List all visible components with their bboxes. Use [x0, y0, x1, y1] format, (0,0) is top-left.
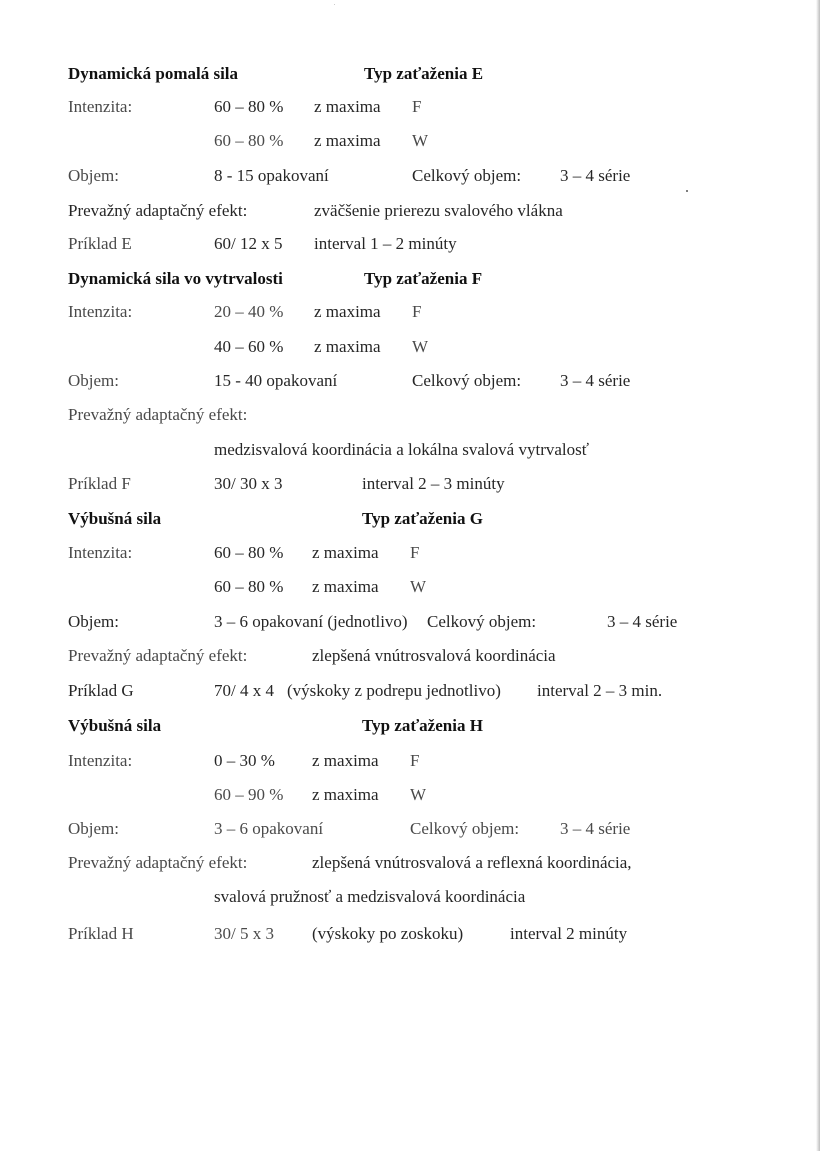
effect-text: zväčšenie prierezu svalového vlákna — [314, 201, 563, 220]
example-value: 30/ 30 x 3 — [214, 474, 283, 493]
interval-text: interval 1 – 2 minúty — [314, 234, 457, 253]
section-heading: Výbušná sila — [68, 716, 162, 735]
intensity-range: 60 – 80 % — [214, 577, 284, 596]
intensity-label: Intenzita: — [68, 751, 133, 770]
example-note: (výskoky po zoskoku) — [312, 924, 464, 943]
intensity-unit: z maxima — [314, 131, 381, 150]
example-value: 30/ 5 x 3 — [214, 924, 274, 943]
volume-label: Objem: — [68, 166, 119, 185]
effect-text: zlepšená vnútrosvalová a reflexná koordinácia, — [312, 853, 632, 872]
intensity-label: Intenzita: — [68, 302, 133, 321]
intensity-range: 0 – 30 % — [214, 751, 275, 770]
example-label: Príklad H — [68, 924, 134, 943]
section-heading: Výbušná sila — [68, 509, 162, 528]
interval-text: interval 2 – 3 min. — [537, 681, 663, 700]
intensity-symbol: F — [412, 302, 422, 321]
intensity-unit: z maxima — [314, 302, 381, 321]
intensity-range: 60 – 80 % — [214, 131, 284, 150]
total-volume-label: Celkový objem: — [412, 371, 522, 390]
intensity-unit: z maxima — [312, 543, 379, 562]
intensity-unit: z maxima — [314, 97, 381, 116]
scan-speck — [334, 4, 335, 5]
intensity-range: 40 – 60 % — [214, 337, 284, 356]
volume-value: 8 - 15 opakovaní — [214, 166, 329, 185]
total-volume-label: Celkový objem: — [410, 819, 520, 838]
effect-text: svalová pružnosť a medzisvalová koordinácia — [214, 887, 526, 906]
intensity-label: Intenzita: — [68, 543, 133, 562]
load-type-title: Typ zaťaženia G — [362, 509, 483, 528]
example-label: Príklad F — [68, 474, 131, 493]
intensity-unit: z maxima — [312, 785, 379, 804]
total-volume-label: Celkový objem: — [412, 166, 522, 185]
intensity-range: 60 – 90 % — [214, 785, 284, 804]
effect-label: Prevažný adaptačný efekt: — [68, 201, 248, 220]
load-type-title: Typ zaťaženia F — [364, 269, 483, 288]
example-label: Príklad E — [68, 234, 132, 253]
effect-text: zlepšená vnútrosvalová koordinácia — [312, 646, 556, 665]
intensity-unit: z maxima — [314, 337, 381, 356]
total-volume-label: Celkový objem: — [427, 612, 537, 631]
section-heading: Dynamická pomalá sila — [68, 64, 239, 83]
intensity-unit: z maxima — [312, 751, 379, 770]
volume-value: 15 - 40 opakovaní — [214, 371, 338, 390]
intensity-label: Intenzita: — [68, 97, 133, 116]
intensity-symbol: W — [412, 131, 429, 150]
volume-label: Objem: — [68, 819, 119, 838]
scan-edge-shadow — [816, 0, 820, 1151]
intensity-symbol: F — [410, 543, 420, 562]
scan-speck — [686, 190, 688, 192]
intensity-range: 20 – 40 % — [214, 302, 284, 321]
load-type-title: Typ zaťaženia H — [362, 716, 483, 735]
effect-label: Prevažný adaptačný efekt: — [68, 405, 248, 424]
intensity-symbol: W — [410, 785, 427, 804]
volume-value: 3 – 6 opakovaní — [214, 819, 324, 838]
interval-text: interval 2 minúty — [510, 924, 628, 943]
total-volume-value: 3 – 4 série — [560, 819, 631, 838]
intensity-symbol: W — [412, 337, 429, 356]
volume-value: 3 – 6 opakovaní (jednotlivo) — [214, 612, 408, 631]
volume-label: Objem: — [68, 612, 119, 631]
total-volume-value: 3 – 4 série — [560, 371, 631, 390]
example-value: 70/ 4 x 4 — [214, 681, 274, 700]
total-volume-value: 3 – 4 série — [560, 166, 631, 185]
intensity-symbol: F — [410, 751, 420, 770]
example-label: Príklad G — [68, 681, 134, 700]
total-volume-value: 3 – 4 série — [607, 612, 678, 631]
intensity-range: 60 – 80 % — [214, 97, 284, 116]
intensity-symbol: W — [410, 577, 427, 596]
load-type-title: Typ zaťaženia E — [364, 64, 484, 83]
intensity-range: 60 – 80 % — [214, 543, 284, 562]
example-value: 60/ 12 x 5 — [214, 234, 283, 253]
intensity-symbol: F — [412, 97, 422, 116]
effect-label: Prevažný adaptačný efekt: — [68, 853, 248, 872]
interval-text: interval 2 – 3 minúty — [362, 474, 505, 493]
volume-label: Objem: — [68, 371, 119, 390]
effect-label: Prevažný adaptačný efekt: — [68, 646, 248, 665]
intensity-unit: z maxima — [312, 577, 379, 596]
section-heading: Dynamická sila vo vytrvalosti — [68, 269, 283, 288]
effect-text: medzisvalová koordinácia a lokálna svalová vytrvalosť — [214, 440, 590, 459]
example-note: (výskoky z podrepu jednotlivo) — [287, 681, 501, 700]
